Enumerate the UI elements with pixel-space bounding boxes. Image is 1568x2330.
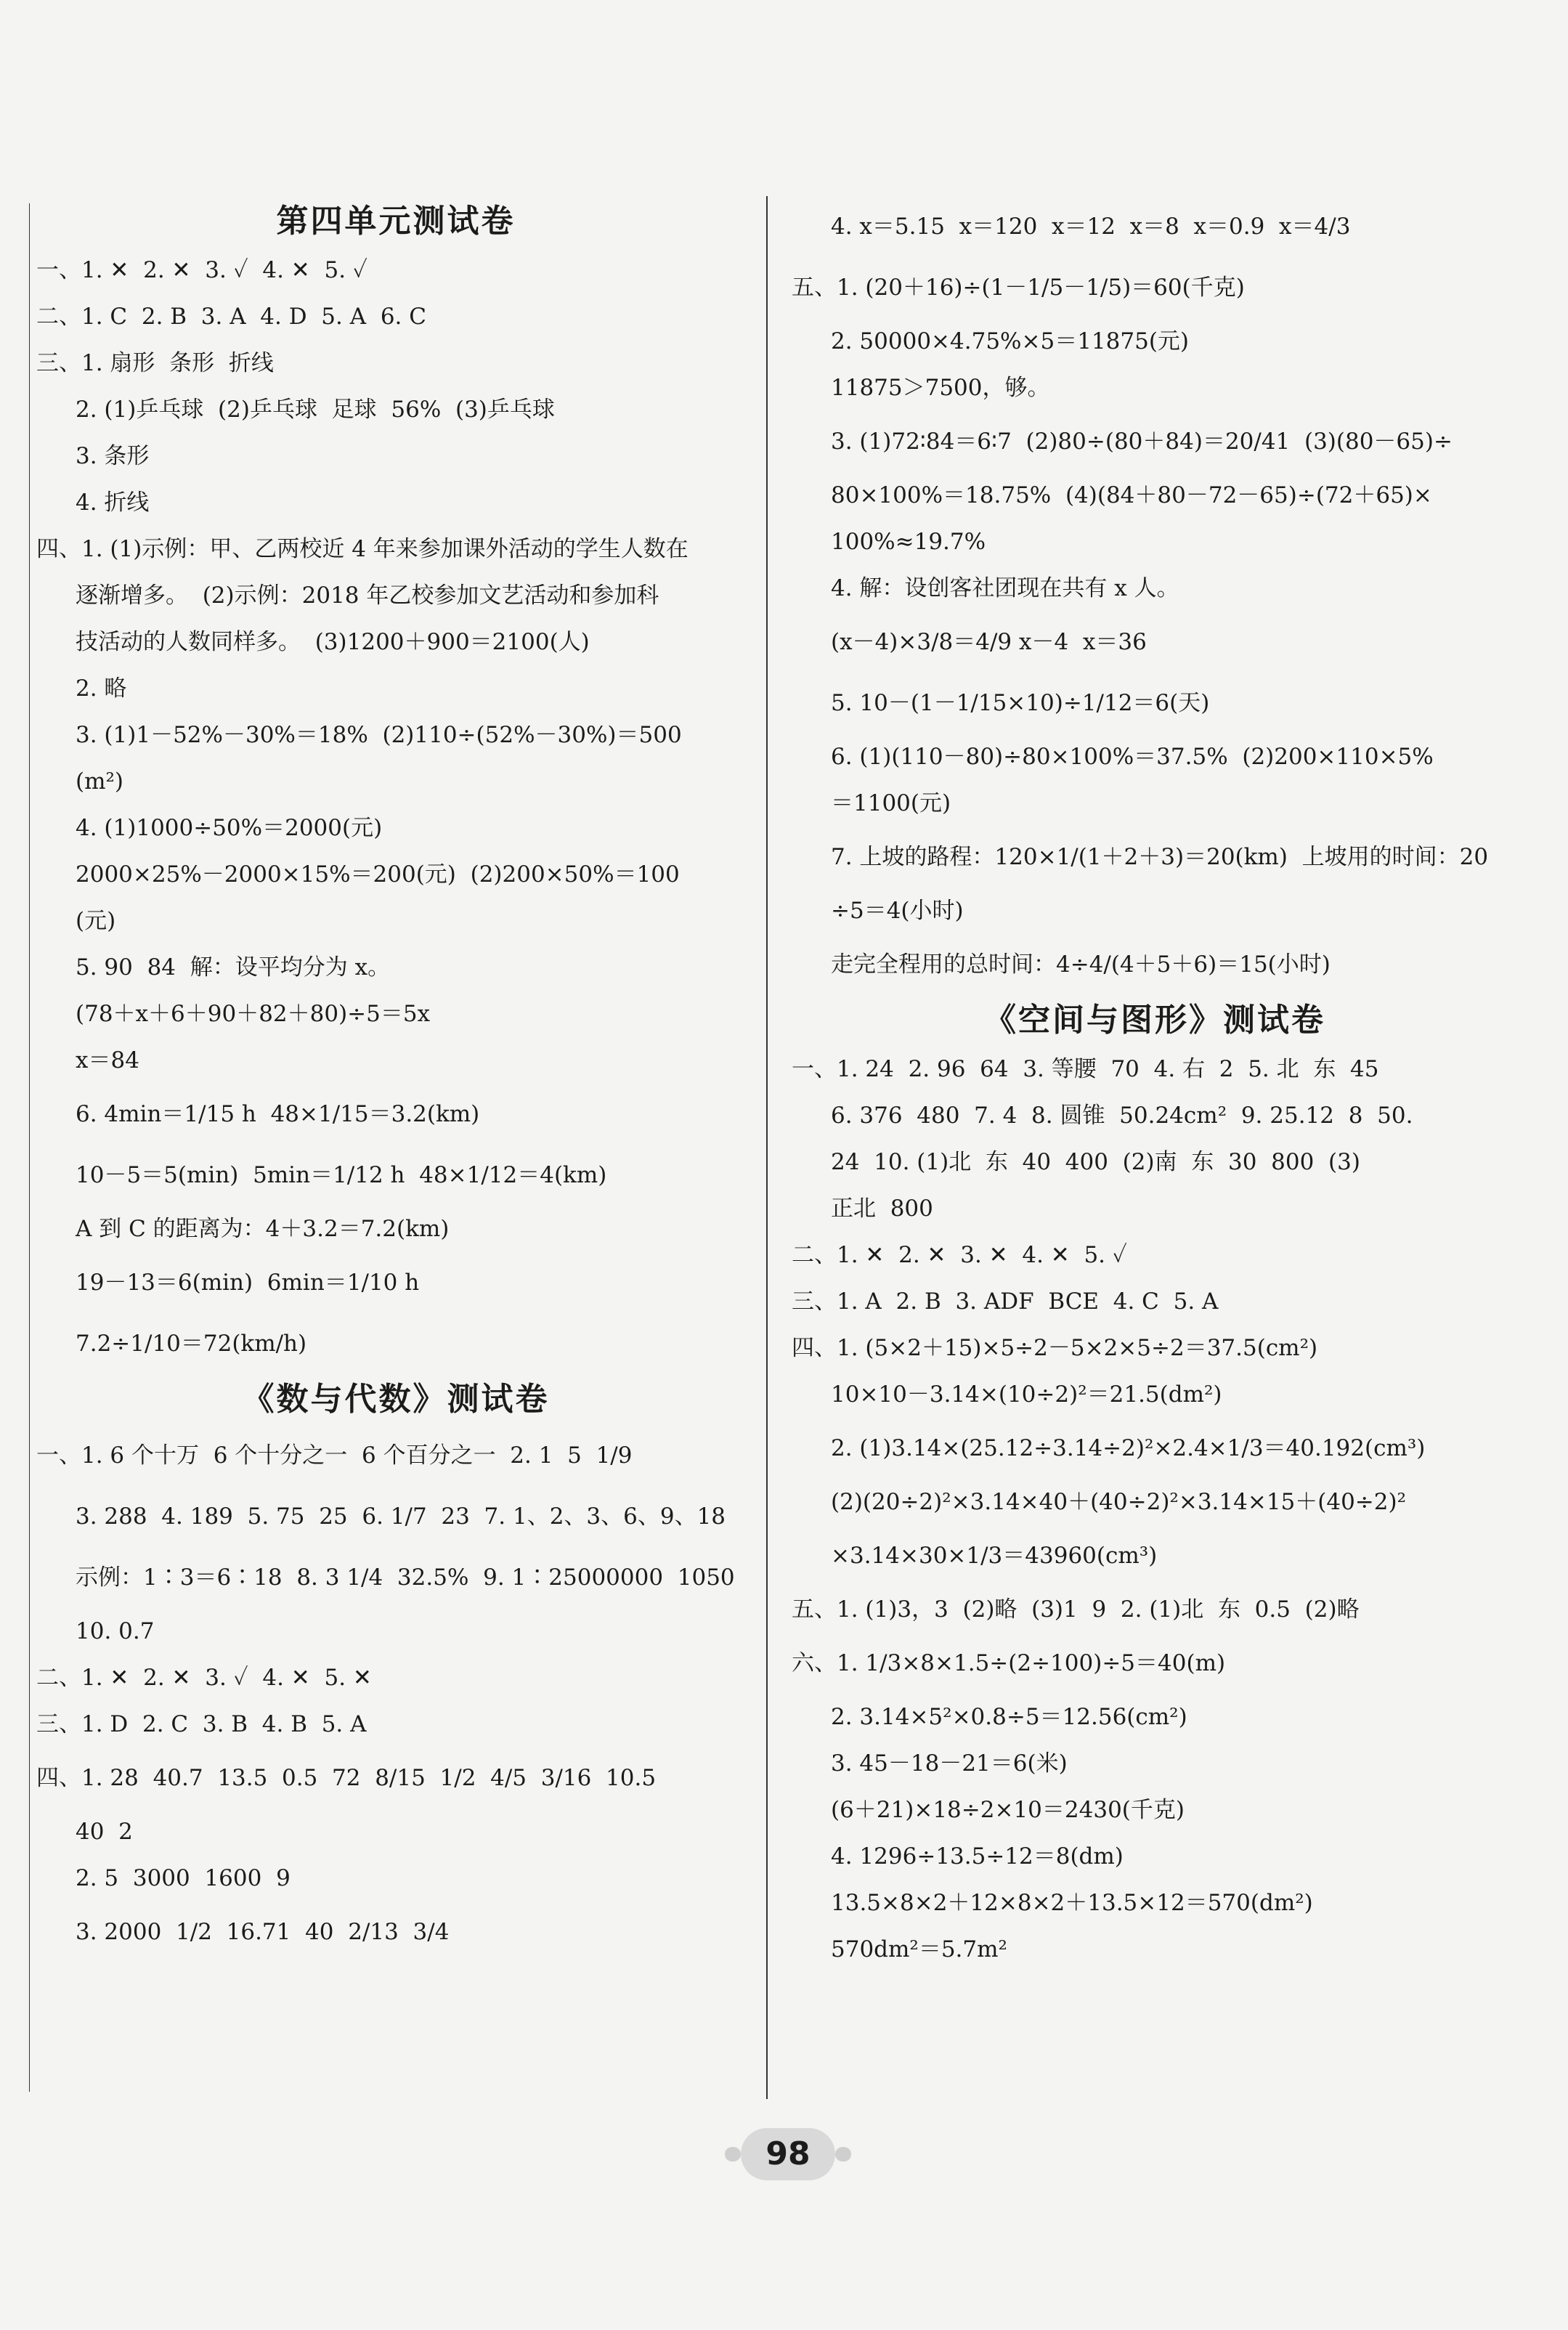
answer-line: 二、1. ✕ 2. ✕ 3. ✓ 4. ✕ 5. ✕ — [36, 1664, 372, 1691]
answer-line: x＝84 — [76, 1047, 139, 1073]
answer-line: 10－5＝5(min) 5min＝1/12 h 48×1/12＝4(km) — [76, 1161, 607, 1188]
answer-line: (x－4)×3/8＝4/9 x－4 x＝36 — [831, 628, 1147, 655]
answer-line: 4. 1296÷13.5÷12＝8(dm) — [831, 1843, 1124, 1870]
answer-line: 3. 条形 — [76, 442, 150, 469]
answer-line: 一、1. 6 个十万 6 个十分之一 6 个百分之一 2. 1 5 1/9 — [36, 1442, 633, 1469]
page-number: 98 — [741, 2128, 835, 2180]
answer-line: 3. 2000 1/2 16.71 40 2/13 3/4 — [76, 1918, 450, 1945]
answer-line: 4. 解：设创客社团现在共有 x 人。 — [831, 575, 1179, 601]
answer-line: 100%≈19.7% — [831, 528, 986, 555]
answer-line: 3. 288 4. 189 5. 75 25 6. 1/7 23 7. 1、2、3、6、9、18 — [76, 1503, 726, 1530]
answer-line: 3. (1)1－52%－30%＝18% (2)110÷(52%－30%)＝500 — [76, 721, 682, 748]
answer-line: 四、1. (1)示例：甲、乙两校近 4 年来参加课外活动的学生人数在 — [36, 535, 688, 562]
section-title: 《空间与图形》测试卷 — [984, 1002, 1325, 1039]
answer-line: (6＋21)×18÷2×10＝2430(千克) — [831, 1796, 1185, 1823]
section-title: 第四单元测试卷 — [276, 203, 516, 240]
answer-line: 10×10－3.14×(10÷2)²＝21.5(dm²) — [831, 1381, 1222, 1408]
answer-line: (2)(20÷2)²×3.14×40＋(40÷2)²×3.14×15＋(40÷2)² — [831, 1488, 1407, 1515]
answer-line: 走完全程用的总时间：4÷4/(4＋5＋6)＝15(小时) — [831, 951, 1331, 978]
answer-line: 5. 10－(1－1/15×10)÷1/12＝6(天) — [831, 689, 1210, 716]
answer-line: 2. 5 3000 1600 9 — [76, 1864, 291, 1891]
answer-line: 5. 90 84 解：设平均分为 x。 — [76, 954, 391, 981]
answer-line: 7. 上坡的路程：120×1/(1＋2＋3)＝20(km) 上坡用的时间：20 — [831, 843, 1489, 870]
answer-line: 2. (1)3.14×(25.12÷3.14÷2)²×2.4×1/3＝40.192(cm³) — [831, 1434, 1426, 1461]
answer-line: 技活动的人数同样多。 (3)1200＋900＝2100(人) — [76, 628, 590, 655]
answer-line: 四、1. (5×2＋15)×5÷2－5×2×5÷2＝37.5(cm²) — [792, 1334, 1318, 1361]
answer-line: 80×100%＝18.75% (4)(84＋80－72－65)÷(72＋65)× — [831, 482, 1432, 508]
column-divider — [766, 196, 768, 2099]
left-column — [36, 196, 755, 1962]
answer-line: 逐渐增多。 (2)示例：2018 年乙校参加文艺活动和参加科 — [76, 582, 659, 609]
answer-line: 2. 50000×4.75%×5＝11875(元) — [831, 328, 1190, 354]
answer-line: 二、1. C 2. B 3. A 4. D 5. A 6. C — [36, 303, 426, 330]
answer-line: 2. (1)乒乓球 (2)乒乓球 足球 56% (3)乒乓球 — [76, 396, 555, 423]
answer-line: 3. 45－18－21＝6(米) — [831, 1750, 1068, 1777]
answer-line: 四、1. 28 40.7 13.5 0.5 72 8/15 1/2 4/5 3/16 10.5 — [36, 1764, 657, 1791]
answer-line: 五、1. (20＋16)÷(1－1/5－1/5)＝60(千克) — [792, 274, 1245, 301]
answer-line: 一、1. ✕ 2. ✕ 3. ✓ 4. ✕ 5. ✓ — [36, 256, 367, 283]
binding-edge-line — [29, 203, 30, 2092]
answer-line: 一、1. 24 2. 96 64 3. 等腰 70 4. 右 2 5. 北 东 45 — [792, 1055, 1379, 1082]
answer-line: 三、1. A 2. B 3. ADF BCE 4. C 5. A — [792, 1288, 1219, 1315]
answer-line: A 到 C 的距离为：4＋3.2＝7.2(km) — [76, 1215, 450, 1242]
answer-line: 三、1. D 2. C 3. B 4. B 5. A — [36, 1710, 367, 1737]
answer-line: 正北 800 — [831, 1195, 933, 1222]
answer-line: 11875＞7500，够。 — [831, 374, 1050, 401]
answer-line: (78＋x＋6＋90＋82＋80)÷5＝5x — [76, 1000, 431, 1027]
answer-line: 4. (1)1000÷50%＝2000(元) — [76, 814, 383, 841]
answer-line: 2. 略 — [76, 675, 127, 702]
answer-line: 六、1. 1/3×8×1.5÷(2÷100)÷5＝40(m) — [792, 1649, 1226, 1676]
answer-line: 4. x＝5.15 x＝120 x＝12 x＝8 x＝0.9 x＝4/3 — [831, 213, 1351, 240]
answer-line: 7.2÷1/10＝72(km/h) — [76, 1330, 307, 1357]
answer-line: ÷5＝4(小时) — [831, 897, 964, 924]
answer-line: (元) — [76, 907, 116, 934]
answer-line: (m²) — [76, 768, 124, 795]
answer-line: ×3.14×30×1/3＝43960(cm³) — [831, 1542, 1158, 1569]
answer-line: 4. 折线 — [76, 489, 150, 516]
answer-line: 2. 3.14×5²×0.8÷5＝12.56(cm²) — [831, 1703, 1187, 1730]
answer-line: 6. (1)(110－80)÷80×100%＝37.5% (2)200×110×5% — [831, 743, 1434, 770]
answer-line: 3. (1)72∶84＝6∶7 (2)80÷(80＋84)＝20/41 (3)(80－65)÷ — [831, 428, 1453, 455]
answer-line: ＝1100(元) — [831, 789, 951, 816]
answer-line: 570dm²＝5.7m² — [831, 1936, 1007, 1962]
answer-line: 示例：1∶3＝6∶18 8. 3 1/4 32.5% 9. 1∶25000000 1050 — [76, 1564, 735, 1591]
answer-line: 2000×25%－2000×15%＝200(元) (2)200×50%＝100 — [76, 861, 680, 888]
answer-line: 6. 4min＝1/15 h 48×1/15＝3.2(km) — [76, 1100, 480, 1127]
answer-line: 10. 0.7 — [76, 1617, 155, 1644]
answer-line: 二、1. ✕ 2. ✕ 3. ✕ 4. ✕ 5. ✓ — [792, 1241, 1127, 1268]
answer-line: 19－13＝6(min) 6min＝1/10 h — [76, 1269, 420, 1296]
section-title: 《数与代数》测试卷 — [242, 1381, 550, 1418]
answer-line: 24 10. (1)北 东 40 400 (2)南 东 30 800 (3) — [831, 1148, 1360, 1175]
answer-line: 五、1. (1)3，3 (2)略 (3)1 9 2. (1)北 东 0.5 (2)略 — [792, 1596, 1360, 1623]
right-column — [792, 196, 1518, 1973]
answer-line: 6. 376 480 7. 4 8. 圆锥 50.24cm² 9. 25.12 8 50. — [831, 1102, 1413, 1129]
answer-line: 40 2 — [76, 1818, 133, 1845]
answer-line: 13.5×8×2＋12×8×2＋13.5×12＝570(dm²) — [831, 1889, 1313, 1916]
answer-line: 三、1. 扇形 条形 折线 — [36, 349, 274, 376]
